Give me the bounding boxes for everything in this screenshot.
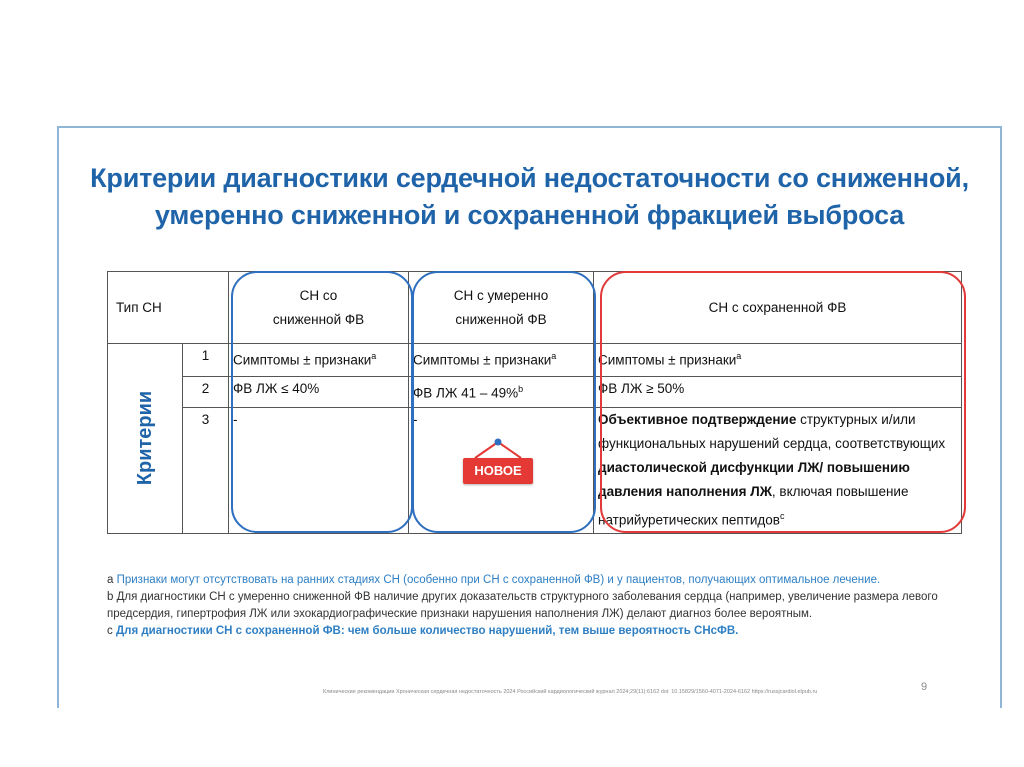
cell-preserved: ФВ ЛЖ ≥ 50% <box>594 377 962 408</box>
footnote-c: c Для диагностики СН с сохраненной ФВ: чем больше количество нарушений, тем выше вероятность СНсФВ. <box>107 625 739 637</box>
footnotes <box>107 572 967 640</box>
footnote-b: b Для диагностики СН с умеренно сниженной ФВ наличие других доказательств структурного заболевания сердца (например, увеличение размера левого предсердия, гипертрофия ЛЖ или эхокардиографические признаки нарушения наполнения ЛЖ) делают диагноз более вероятным. <box>107 591 938 620</box>
cell-mildly-reduced: - <box>409 408 594 534</box>
cell-preserved: Объективное подтверждение структурных и/или функциональных нарушений сердца, соответствующих диастолической дисфункции ЛЖ/ повышению давления наполнения ЛЖ, включая повышение натрийуретических пептидов$^c$ <box>594 408 962 534</box>
footnote-a: a Признаки могут отсутствовать на ранних стадиях СН (особенно при СН с сохраненной ФВ) и у пациентов, получающих оптимальное лечение. <box>107 574 881 586</box>
row-number: 2 <box>183 377 229 408</box>
header-preserved-ef: СН с сохраненной ФВ <box>594 272 962 344</box>
criteria-label-cell <box>108 344 183 534</box>
header-mildly-reduced-ef-line2: сниженной ФВ <box>455 311 547 327</box>
citation-footer: Клинические рекомендации Хроническая сердечная недостаточность 2024 Российский кардиологический журнал 2024;29(11):6162 doi: 10.15829/1560-4071-2024-6162 https://russjcardiol.elpub.ru <box>323 689 818 695</box>
table-row <box>108 408 962 534</box>
cell-reduced: Симптомы ± признаки$^a$ <box>229 344 409 377</box>
page-number: 9 <box>921 681 928 693</box>
cell-reduced: ФВ ЛЖ ≤ 40% <box>229 377 409 408</box>
header-mildly-reduced-ef-line1: СН с умеренно <box>453 287 549 303</box>
cell-reduced: - <box>229 408 409 534</box>
title-line-1: Критерии диагностики сердечной недостаточности со сниженной, <box>90 163 969 193</box>
row-number: 1 <box>183 344 229 377</box>
table-header-row <box>108 272 962 344</box>
header-type: Тип СН <box>108 272 229 344</box>
table-row <box>108 344 962 377</box>
criteria-table <box>107 271 962 534</box>
criteria-label: Критерии <box>134 391 156 486</box>
header-reduced-ef <box>229 272 409 344</box>
row-number: 3 <box>183 408 229 534</box>
cell-preserved: Симптомы ± признаки$^a$ <box>594 344 962 377</box>
title-line-2: умеренно сниженной и сохраненной фракцией выброса <box>154 200 905 230</box>
slide <box>57 126 1002 708</box>
header-mildly-reduced-ef <box>409 272 594 344</box>
new-badge-label: НОВОЕ <box>463 458 533 484</box>
header-reduced-ef-line2: сниженной ФВ <box>272 311 365 327</box>
table-row <box>108 377 962 408</box>
slide-title <box>59 160 1000 234</box>
cell-mildly-reduced: ФВ ЛЖ 41 – 49%$^b$ <box>409 377 594 408</box>
hanger-icon <box>463 438 533 460</box>
cell-mildly-reduced: Симптомы ± признаки$^a$ <box>409 344 594 377</box>
new-badge <box>463 438 533 486</box>
header-reduced-ef-line1: СН со <box>299 287 338 303</box>
